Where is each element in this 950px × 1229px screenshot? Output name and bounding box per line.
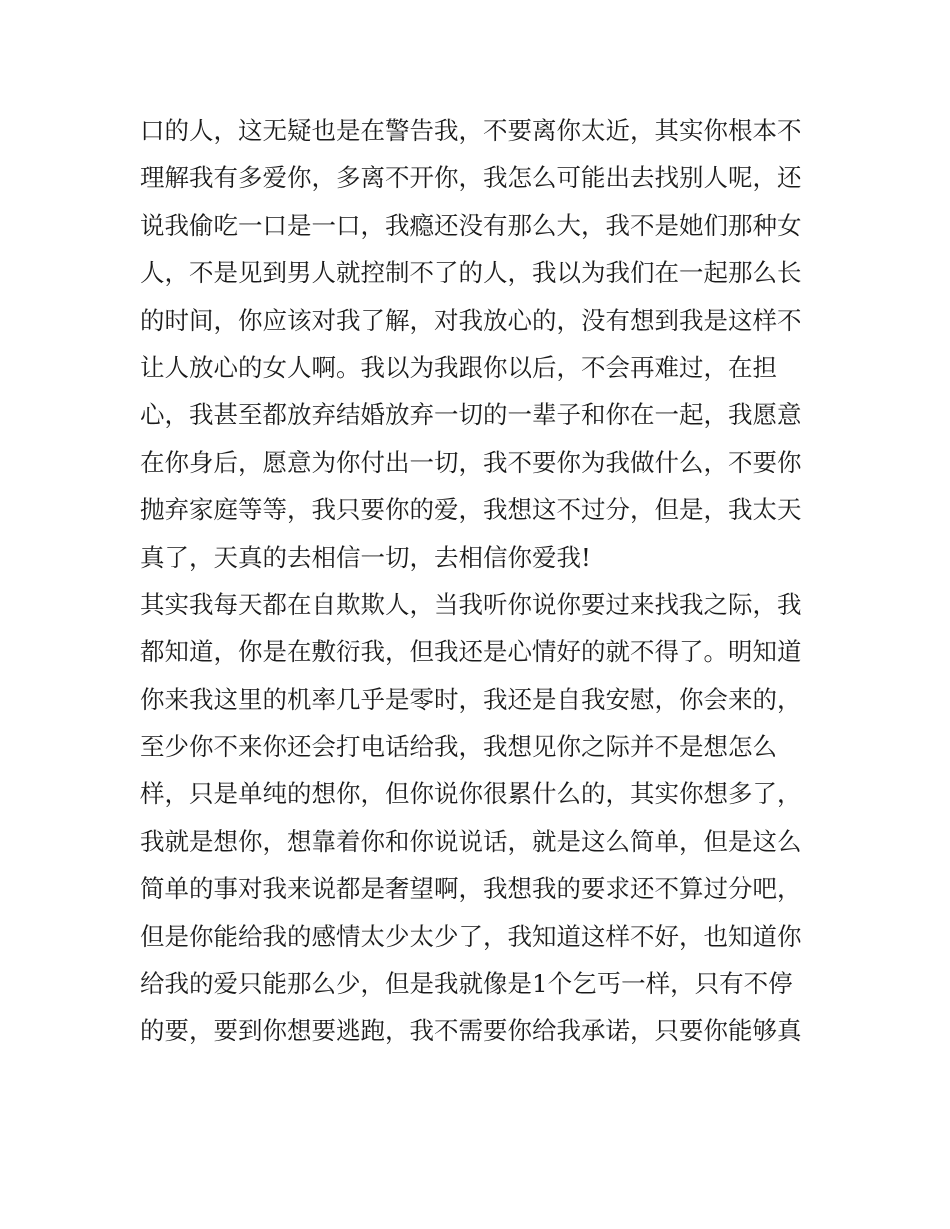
text-line: 简单的事对我来说都是奢望啊，我想我的要求还不算过分吧， bbox=[140, 874, 802, 904]
text-line: 在你身后，愿意为你付出一切，我不要你为我做什么，不要你 bbox=[140, 447, 802, 477]
text-line: 人，不是见到男人就控制不了的人，我以为我们在一起那么长 bbox=[140, 258, 802, 288]
text-line: 我就是想你，想靠着你和你说说话，就是这么简单，但是这么 bbox=[140, 826, 802, 856]
text-line: 样，只是单纯的想你，但你说你很累什么的，其实你想多了， bbox=[140, 779, 802, 809]
text-line: 理解我有多爱你，多离不开你，我怎么可能出去找别人呢，还 bbox=[140, 163, 802, 193]
text-line: 的要，要到你想要逃跑，我不需要你给我承诺，只要你能够真 bbox=[140, 1016, 802, 1046]
text-line: 让人放心的女人啊。我以为我跟你以后，不会再难过，在担 bbox=[140, 352, 777, 382]
body-text bbox=[140, 107, 830, 1055]
text-line: 你来我这里的机率几乎是零时，我还是自我安慰，你会来的， bbox=[140, 684, 802, 714]
text-line: 但是你能给我的感情太少太少了，我知道这样不好，也知道你 bbox=[140, 921, 802, 951]
text-line: 真了，天真的去相信一切，去相信你爱我! bbox=[140, 542, 591, 572]
text-line: 的时间，你应该对我了解，对我放心的，没有想到我是这样不 bbox=[140, 305, 802, 335]
text-line: 口的人，这无疑也是在警告我，不要离你太近，其实你根本不 bbox=[140, 116, 802, 145]
text-line: 都知道，你是在敷衍我，但我还是心情好的就不得了。明知道 bbox=[140, 637, 802, 667]
text-line: 抛弃家庭等等，我只要你的爱，我想这不过分，但是，我太天 bbox=[140, 495, 802, 525]
text-line: 说我偷吃一口是一口，我瘾还没有那么大，我不是她们那种女 bbox=[140, 210, 802, 240]
text-line: 至少你不来你还会打电话给我，我想见你之际并不是想怎么 bbox=[140, 732, 777, 762]
text-line: 其实我每天都在自欺欺人，当我听你说你要过来找我之际，我 bbox=[140, 589, 802, 619]
text-line: 心，我甚至都放弃结婚放弃一切的一辈子和你在一起，我愿意 bbox=[140, 400, 802, 430]
text-line: 给我的爱只能那么少，但是我就像是1个乞丐一样，只有不停 bbox=[140, 969, 793, 999]
